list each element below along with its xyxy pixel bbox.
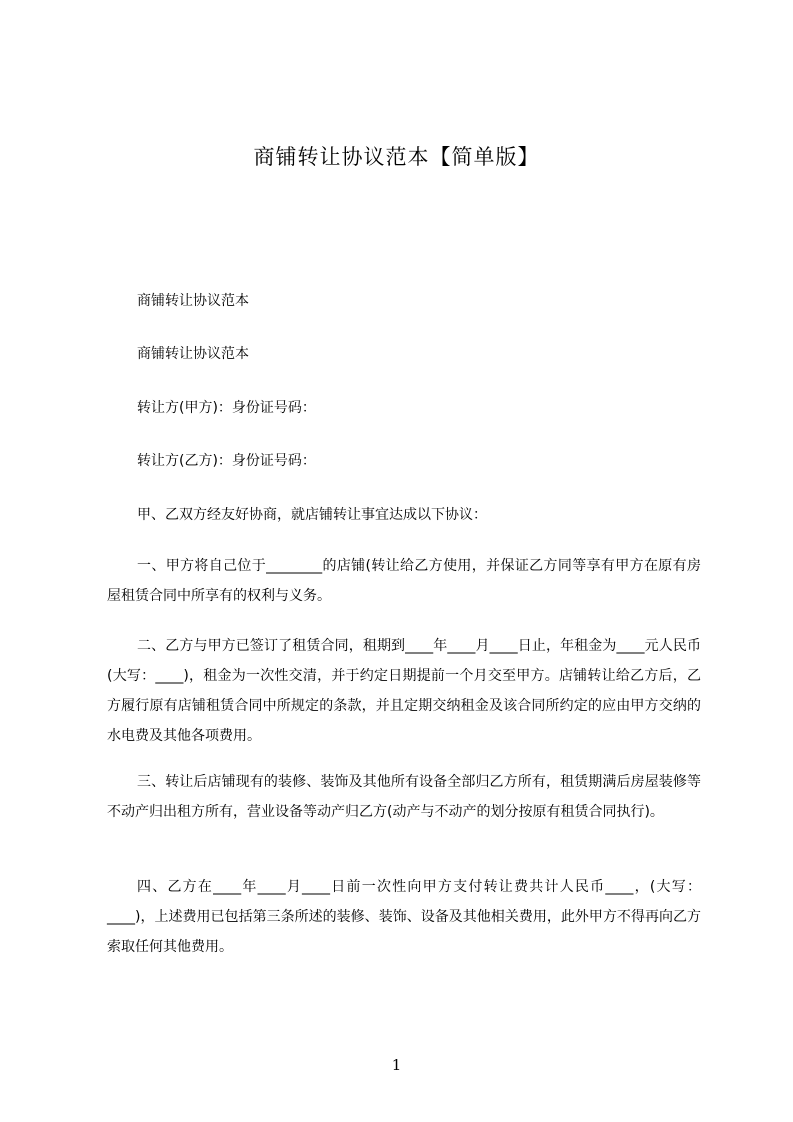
party-a-line: 转让方(甲方)：身份证号码： — [137, 400, 316, 416]
clause-three: 三、转让后店铺现有的装修、装饰及其他所有设备全部归乙方所有，租赁期满后房屋装修等不动产归出租方所有，营业设备等动产归乙方(动产与不动产的划分按原有租赁合同执行)。 — [107, 774, 701, 820]
page-number: 1 — [391, 1056, 402, 1074]
clause-one: 一、甲方将自己位于________的店铺(转让给乙方使用，并保证乙方同等享有甲方在原有房屋租赁合同中所享有的权利与义务。 — [107, 558, 701, 604]
document-title: 商铺转让协议范本【简单版】 — [253, 145, 540, 169]
subtitle-line: 商铺转让协议范本 — [137, 293, 249, 309]
clause-two: 二、乙方与甲方已签订了租赁合同，租期到____年____月____日止，年租金为____元人民币(大写：____)，租金为一次性交清，并于约定日期提前一个月交至甲方。店铺转让给乙方后，乙方履行原有店铺租赁合同中所规定的条款，并且定期交纳租金及该合同所约定的应由甲方交纳的水电费及其他各项费用。 — [107, 638, 701, 744]
party-b-line: 转让方(乙方)：身份证号码： — [137, 453, 316, 469]
clause-four: 四、乙方在____年____月____日前一次性向甲方支付转让费共计人民币____，(大写：____)，上述费用已包括第三条所述的装修、装饰、设备及其他相关费用，此外甲方不得再向乙方索取任何其他费用。 — [107, 879, 701, 955]
preamble-line: 甲、乙双方经友好协商，就店铺转让事宜达成以下协议： — [137, 507, 487, 523]
subtitle-line-repeat: 商铺转让协议范本 — [137, 346, 249, 362]
